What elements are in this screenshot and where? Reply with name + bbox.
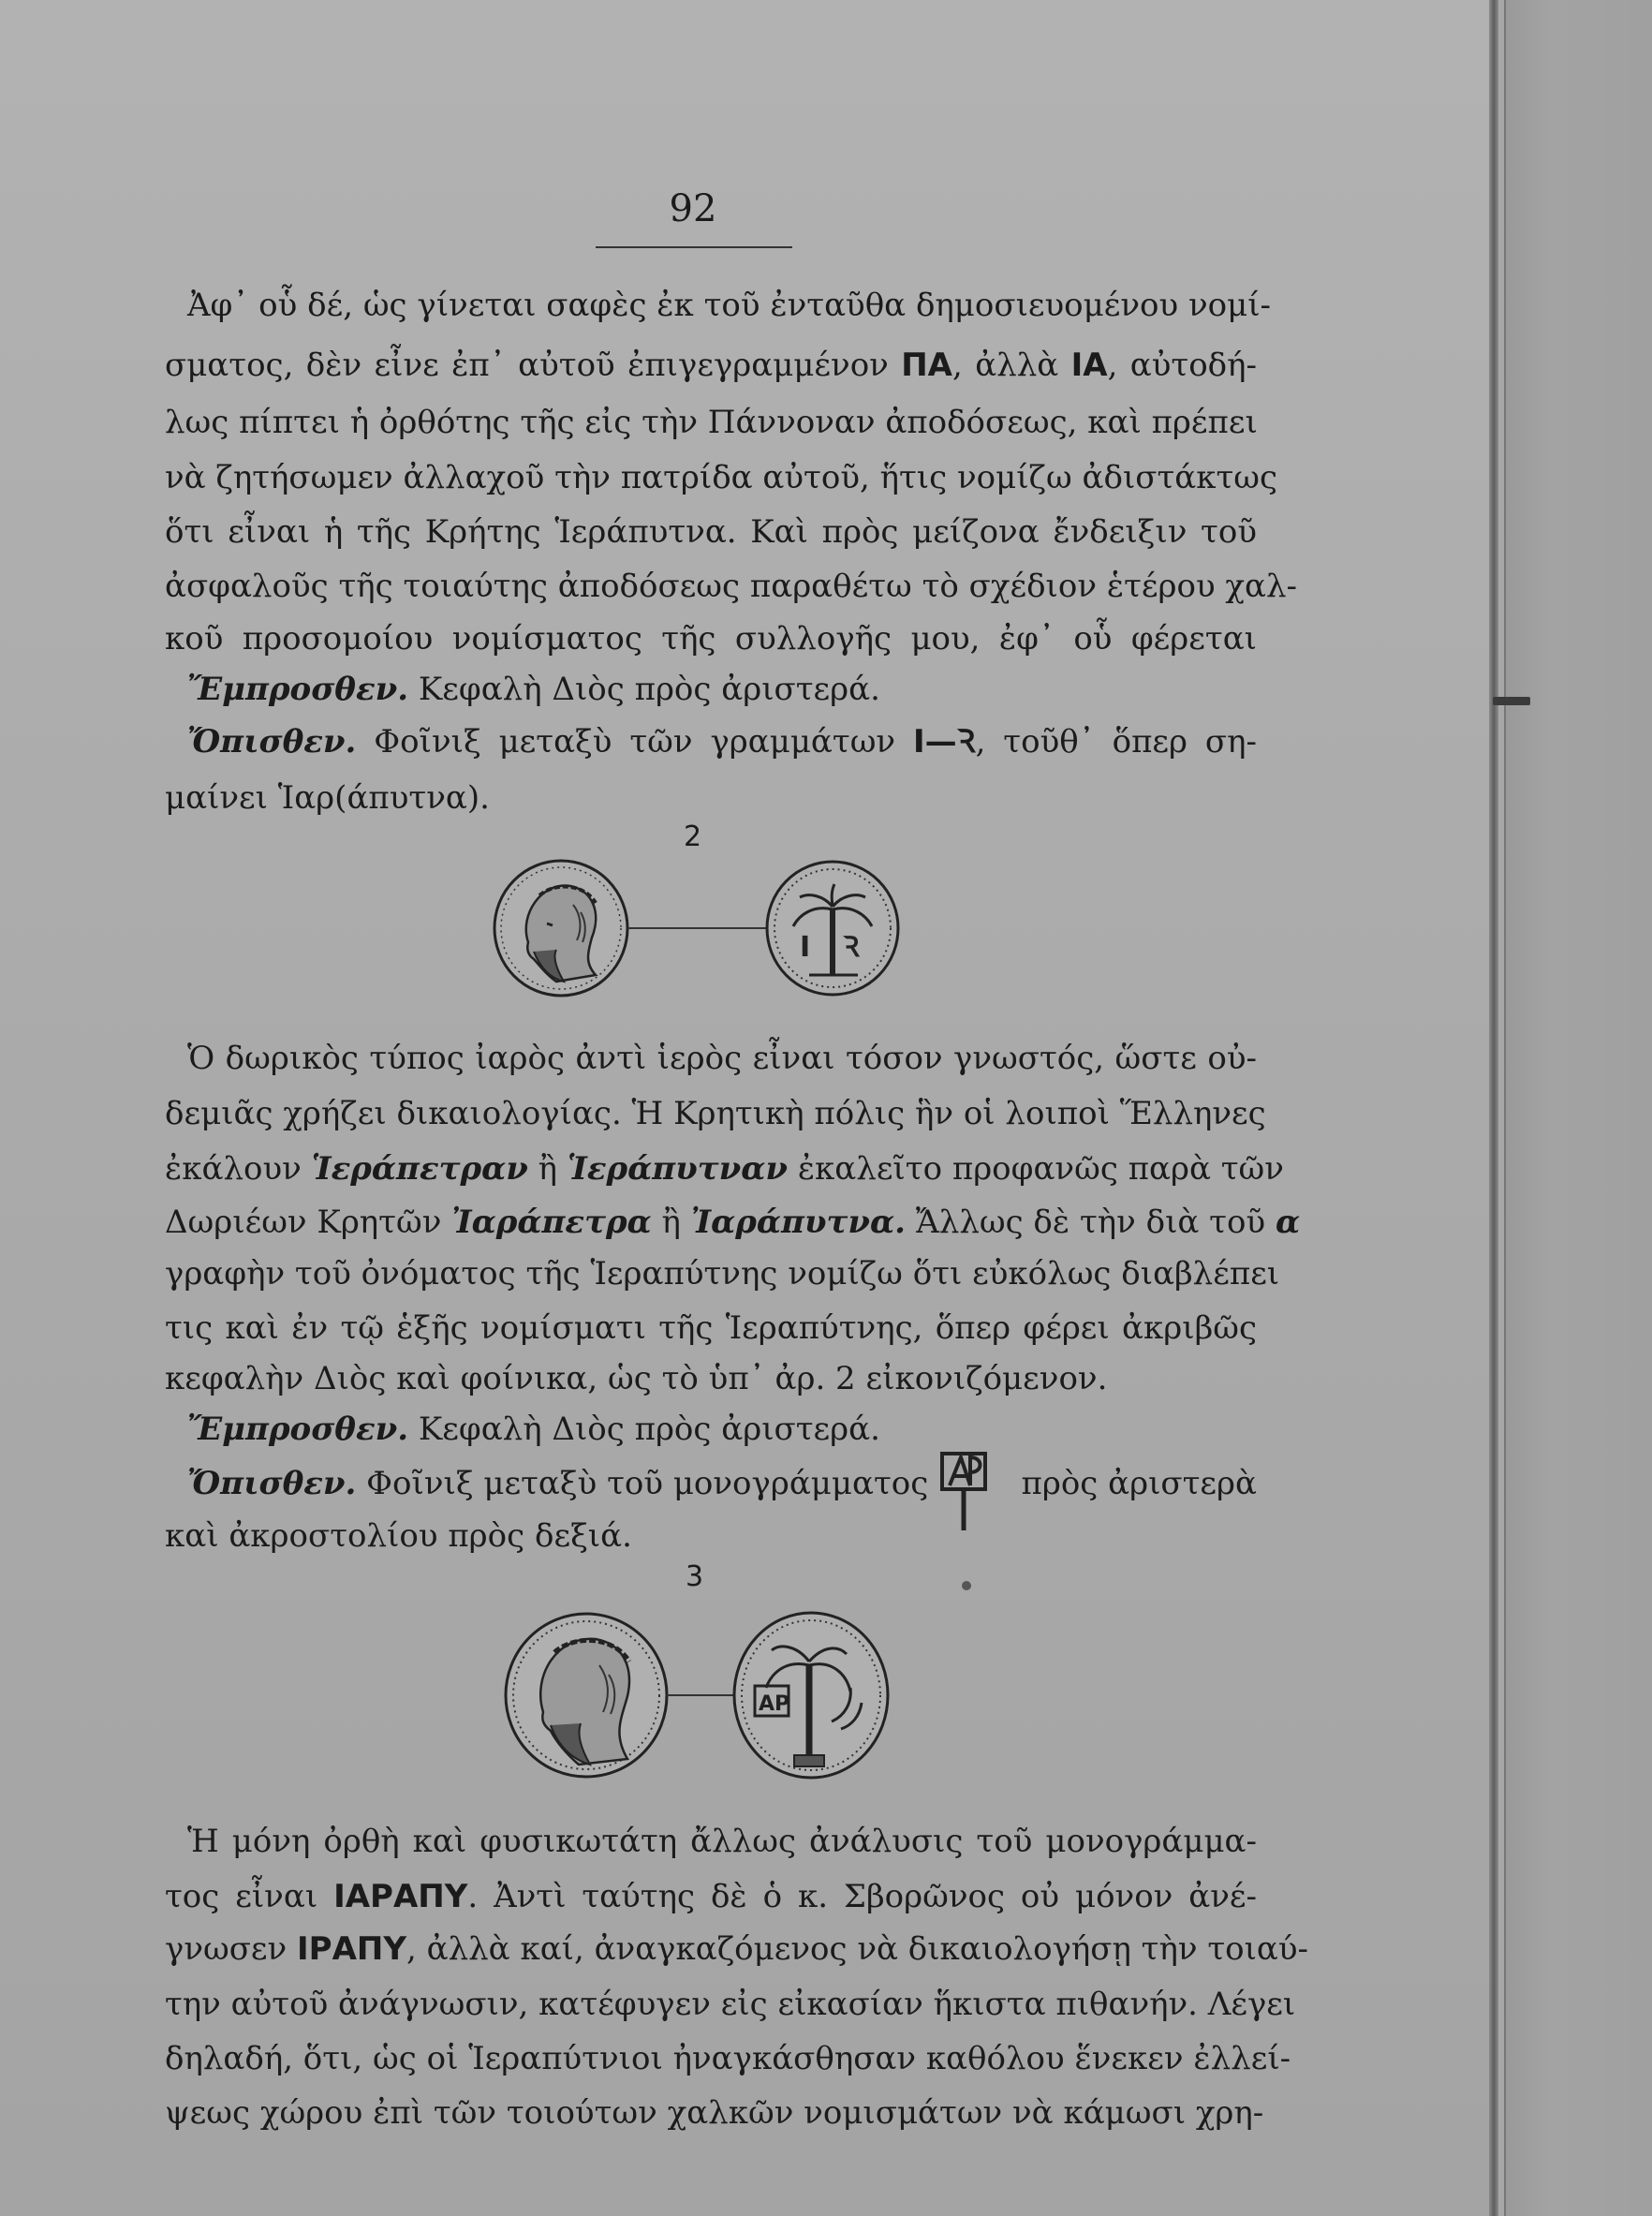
- obverse-label: Ἔμπροσθεν.: [187, 671, 409, 708]
- inscription-irapy: ΙΡΑΠΥ: [297, 1930, 406, 1968]
- paragraph-line: κοῦ προσομοίου νομίσματος τῆς συλλογῆς μου, ἐφ᾽ οὗ φέρεται: [165, 620, 1257, 657]
- figure-number: 3: [686, 1560, 704, 1593]
- coin-reverse-palm-tree: [734, 1613, 888, 1778]
- ink-speck: [962, 1581, 971, 1590]
- paragraph-line: κεφαλὴν Διὸς καὶ φοίνικα, ὡς τὸ ὑπ᾽ ἀρ. 2 εἰκονιζόμενον.: [165, 1360, 1108, 1397]
- page-gutter: [1504, 0, 1506, 2216]
- reverse-letters: Ι—Ꝛ: [913, 723, 976, 761]
- paragraph-line: ἐκάλουν Ἱεράπετραν ἢ Ἱεράπυτναν ἐκαλεῖτο προφανῶς παρὰ τῶν: [165, 1150, 1284, 1188]
- coin-figure-2: [491, 858, 903, 998]
- adjacent-page-edge: [1504, 0, 1652, 2216]
- coin-obverse-zeus-head: [506, 1614, 667, 1777]
- coin-reverse-palm-tree: [767, 862, 898, 995]
- svg-text:AP: AP: [759, 1692, 790, 1716]
- coin1-obverse: Ἔμπροσθεν. Κεφαλὴ Διὸς πρὸς ἀριστερά.: [187, 671, 880, 708]
- paragraph-line: ἀσφαλοῦς τῆς τοιαύτης ἀποδόσεως παραθέτω τὸ σχέδιον ἑτέρου χαλ-: [165, 568, 1298, 605]
- coin1-reverse: Ὄπισθεν. Φοῖνιξ μεταξὺ τῶν γραμμάτων Ι—Ꝛ, τοῦθ᾽ ὅπερ ση-: [187, 723, 1257, 761]
- reverse-label: Ὄπισθεν.: [187, 723, 357, 761]
- paragraph-line: λως πίπτει ἡ ὀρθότης τῆς εἰς τὴν Πάννοναν ἀποδόσεως, καὶ πρέπει: [165, 404, 1258, 441]
- paragraph-line: δηλαδή, ὅτι, ὡς οἱ Ἱεραπύτνιοι ἠναγκάσθησαν καθόλου ἕνεκεν ἐλλεί-: [165, 2040, 1291, 2077]
- header-rule: [596, 246, 792, 248]
- page-number: 92: [669, 187, 717, 230]
- paragraph-line: ὅτι εἶναι ἡ τῆς Κρήτης Ἱεράπυτνα. Καὶ πρὸς μείζονα ἔνδειξιν τοῦ: [165, 513, 1257, 551]
- paragraph-line: τις καὶ ἐν τῷ ἑξῆς νομίσματι τῆς Ἱεραπύτνης, ὅπερ φέρει ἀκριβῶς: [165, 1309, 1257, 1347]
- inscription-ia: ΙΑ: [1070, 347, 1108, 384]
- svg-text:Ꝛ: Ꝛ: [843, 931, 860, 964]
- coin2-reverse-tail: πρὸς ἀριστερὰ: [1021, 1465, 1257, 1502]
- reverse-label: Ὄπισθεν.: [187, 1465, 357, 1502]
- paragraph-line: σματος, δὲν εἶνε ἐπ᾽ αὐτοῦ ἐπιγεγραμμένον ΠΑ, ἀλλὰ ΙΑ, αὐτοδή-: [165, 347, 1258, 384]
- inscription-iarapy: ΙΑΡΑΠΥ: [333, 1878, 468, 1915]
- paragraph-line: καὶ ἀκροστολίου πρὸς δεξιά.: [165, 1517, 632, 1555]
- inscription-pa: ΠΑ: [901, 347, 952, 384]
- coin2-obverse: Ἔμπροσθεν. Κεφαλὴ Διὸς πρὸς ἀριστερά.: [187, 1411, 880, 1448]
- paragraph-line: δεμιᾶς χρήζει δικαιολογίας. Ἡ Κρητικὴ πόλις ἣν οἱ λοιποὶ Ἕλληνες: [165, 1095, 1266, 1132]
- figure-number: 2: [684, 820, 702, 853]
- paragraph-line: γνωσεν ΙΡΑΠΥ, ἀλλὰ καί, ἀναγκαζόμενος νὰ δικαιολογήσῃ τὴν τοιαύ-: [165, 1930, 1309, 1968]
- paragraph-line: Ὁ δωρικὸς τύπος ἰαρὸς ἀντὶ ἱερὸς εἶναι τόσον γνωστός, ὥστε οὐ-: [187, 1040, 1257, 1077]
- paragraph-line: Δωριέων Κρητῶν Ἰαράπετρα ἢ Ἰαράπυτνα. Ἄλλως δὲ τὴν διὰ τοῦ α: [165, 1204, 1301, 1241]
- coin-figure-3: [502, 1609, 895, 1787]
- paragraph-line: νὰ ζητήσωμεν ἀλλαχοῦ τὴν πατρίδα αὐτοῦ, ἥτις νομίζω ἀδιστάκτως: [165, 459, 1278, 496]
- paragraph-line: Ἡ μόνη ὀρθὴ καὶ φυσικωτάτη ἄλλως ἀνάλυσις τοῦ μονογράμμα-: [187, 1823, 1257, 1860]
- coin2-reverse: Ὄπισθεν. Φοῖνιξ μεταξὺ τοῦ μονογράμματος: [187, 1465, 929, 1502]
- paragraph-line: μαίνει Ἱαρ(άπυτνα).: [165, 779, 490, 817]
- paragraph-line: τος εἶναι ΙΑΡΑΠΥ. Ἀντὶ ταύτης δὲ ὁ κ. Σβορῶνος οὐ μόνον ἀνέ-: [165, 1878, 1257, 1915]
- coin-obverse-zeus-head: [494, 861, 627, 996]
- paragraph-line: γραφὴν τοῦ ὀνόματος τῆς Ἱεραπύτνης νομίζω ὅτι εὐκόλως διαβλέπει: [165, 1255, 1280, 1293]
- obverse-label: Ἔμπροσθεν.: [187, 1411, 409, 1448]
- paragraph-line: ψεως χώρου ἐπὶ τῶν τοιούτων χαλκῶν νομισμάτων νὰ κάμωσι χρη-: [165, 2094, 1264, 2132]
- svg-text:I: I: [800, 931, 811, 964]
- paragraph-line: την αὐτοῦ ἀνάγνωσιν, κατέφυγεν εἰς εἰκασίαν ἥκιστα πιθανήν. Λέγει: [165, 1986, 1296, 2023]
- paragraph-line: Ἀφ᾽ οὗ δέ, ὡς γίνεται σαφὲς ἐκ τοῦ ἐνταῦθα δημοσιευομένου νομί-: [187, 287, 1272, 324]
- page-tab-marker: [1493, 697, 1530, 705]
